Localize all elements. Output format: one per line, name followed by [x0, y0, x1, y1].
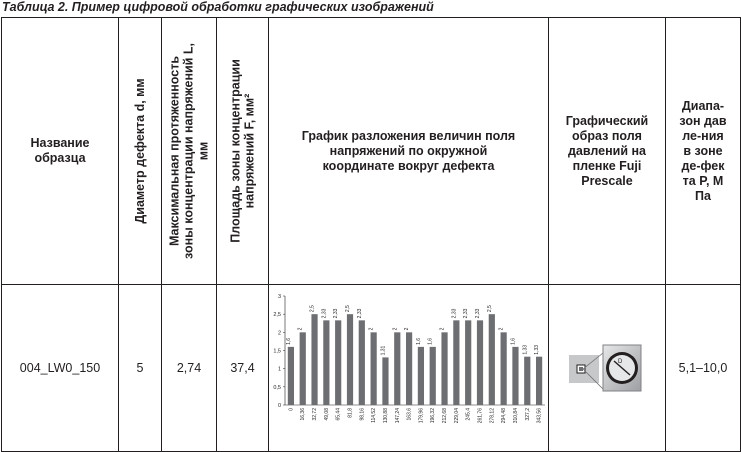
x-tick-label: 32,72 [312, 408, 319, 421]
header-image-text: Графический образ поля давлений на пленке Fuji Prescale [565, 113, 649, 188]
bar-value-label: 2,5 [309, 305, 316, 313]
bar-value-label: 2 [404, 327, 411, 331]
bar [453, 320, 459, 405]
header-sample-name [2, 18, 119, 285]
x-tick-label: 179,96 [418, 408, 425, 424]
bar-value-label: 2,33 [451, 308, 458, 319]
pressure-film-image-icon [569, 339, 645, 397]
bar-value-label: 1,6 [285, 337, 292, 345]
bar-value-label: 2,33 [356, 308, 363, 319]
x-tick-label: 245,4 [465, 408, 472, 421]
x-tick-label: 196,32 [430, 408, 437, 424]
x-tick-label: 294,48 [501, 408, 508, 424]
data-row [2, 285, 741, 452]
bar [501, 332, 507, 405]
bar-value-label: 1,6 [427, 337, 434, 345]
header-sample-name-text: Название образца [30, 136, 90, 165]
x-tick-label: 212,68 [442, 408, 449, 424]
bar [406, 332, 412, 405]
x-tick-label: 229,04 [453, 408, 460, 424]
header-range [666, 18, 741, 285]
bar-value-label: 1,6 [510, 337, 517, 345]
bar [300, 332, 306, 405]
header-diameter [119, 18, 162, 285]
svg-text:D: D [618, 359, 623, 365]
bar [418, 347, 424, 405]
bar [288, 347, 294, 405]
x-tick-label: 163,6 [406, 408, 413, 421]
bar [335, 320, 341, 405]
x-tick-label: 49,08 [323, 408, 330, 421]
bar-value-label: 2,5 [345, 305, 351, 313]
y-tick-label: 2 [277, 330, 281, 337]
bar [441, 332, 447, 405]
x-tick-label: 65,44 [335, 408, 342, 421]
x-tick-label: 278,12 [489, 408, 496, 424]
cell-range: 5,1–10,0 [666, 285, 741, 452]
bar-value-label: 2,33 [463, 308, 470, 319]
bar-value-label: 2,33 [321, 308, 328, 319]
header-row [2, 18, 741, 285]
x-tick-label: 261,76 [477, 408, 484, 424]
bar-value-label: 2,33 [475, 308, 481, 319]
bar-value-label: 2 [297, 327, 304, 331]
bar-value-label: 1,31 [380, 345, 387, 356]
x-tick-label: 114,52 [371, 408, 378, 423]
cell-chart [269, 285, 549, 452]
x-tick-label: 310,84 [512, 408, 519, 424]
y-tick-label: 0 [277, 403, 281, 409]
cell-sample-name: 004_LW0_150 [2, 285, 119, 452]
x-tick-label: 0 [288, 408, 295, 411]
x-tick-label: 81,8 [347, 408, 354, 418]
bar-value-label: 1,33 [534, 344, 541, 355]
bar [430, 347, 436, 405]
bar-value-label: 2,33 [333, 308, 340, 319]
y-tick-label: 1,5 [273, 348, 281, 355]
cell-diameter: 5 [119, 285, 162, 452]
header-area [217, 18, 269, 285]
x-tick-label: 147,24 [394, 408, 401, 424]
header-area-text: Площадь зоны концентрации напряжений F, мм² [228, 59, 257, 243]
header-length-text: Максимальная протяженность зоны концентрации напряжений L, мм [167, 43, 211, 259]
bar-value-label: 2 [368, 327, 375, 331]
stress-chart [269, 285, 549, 452]
bar [359, 320, 365, 405]
header-length [162, 18, 217, 285]
data-table [1, 17, 741, 452]
y-tick-label: 1 [277, 366, 281, 373]
bar [477, 320, 483, 405]
header-image [549, 18, 666, 285]
bar-value-label: 1,6 [415, 337, 422, 345]
y-tick-label: 3 [277, 294, 281, 300]
bar [382, 357, 388, 405]
bar-value-label: 2 [498, 327, 505, 331]
bar [489, 314, 495, 405]
bar-value-label: 2 [439, 327, 446, 331]
bar-value-label: 2,5 [486, 305, 493, 313]
x-tick-label: 343,56 [536, 408, 543, 424]
bar [371, 332, 377, 405]
bar [512, 347, 518, 405]
cell-length: 2,74 [162, 285, 217, 452]
bar [347, 314, 353, 405]
header-chart [269, 18, 549, 285]
x-tick-label: 327,2 [524, 408, 531, 421]
bar [536, 357, 542, 405]
header-diameter-text: Диаметр дефекта d, мм [132, 78, 147, 224]
bar-value-label: 2 [392, 327, 399, 331]
x-tick-label: 130,88 [382, 408, 389, 424]
cell-image [549, 285, 666, 452]
header-chart-text: График разложения величин поля напряжений по окружной координате вокруг дефекта [301, 128, 516, 173]
x-tick-label: 16,36 [300, 408, 307, 421]
bar [524, 357, 530, 405]
bar [323, 320, 329, 405]
y-tick-label: 0,5 [273, 384, 281, 391]
x-tick-label: 98,16 [359, 408, 366, 421]
header-range-text: Диапа-зон давле-ния в зоне де-фекта P, МПа [679, 98, 727, 203]
cell-area: 37,4 [217, 285, 269, 452]
bar [465, 320, 471, 405]
bar-value-label: 1,33 [522, 344, 529, 355]
y-tick-label: 2,5 [273, 312, 281, 319]
bar [311, 314, 317, 405]
table-caption: Таблица 2. Пример цифровой обработки графических изображений [2, 0, 434, 14]
bar [394, 332, 400, 405]
